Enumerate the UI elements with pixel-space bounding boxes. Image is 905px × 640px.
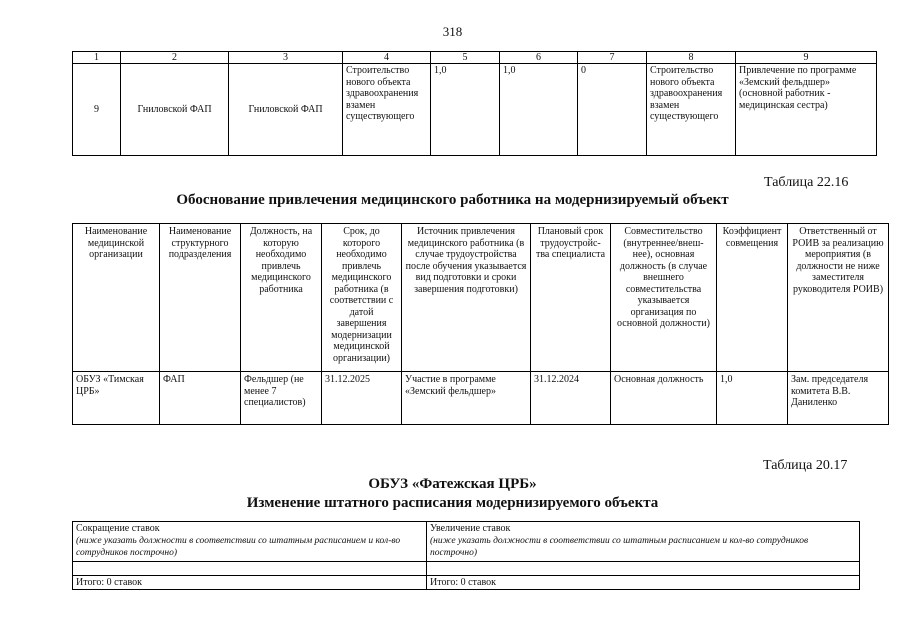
table-row	[73, 562, 860, 576]
header-cell: Ответственный от РОИВ за реализацию мероприятия (в должности не ниже заместителя руководителя РОИВ)	[788, 224, 889, 372]
header-cell: Коэффициент совмещения	[717, 224, 788, 372]
header-cell: Должность, на которую необходимо привлечь медицинского работника	[241, 224, 322, 372]
header-cell: Срок, до которого необходимо привлечь медицинского работника (в соответствии с датой завершения модернизации медицинской организации)	[322, 224, 402, 372]
unit-name: Гниловской ФАП	[229, 64, 343, 156]
table-title: Изменение штатного расписания модернизируемого объекта	[246, 495, 659, 511]
reduction-note: (ниже указать должности в соответствии со штатным расписанием и кол-во сотрудников построчно)	[76, 536, 401, 558]
table-row	[73, 372, 889, 425]
header-cell: Источник привлечения медицинского работника (в случае трудоустройства после обучения указывается вид подготовки и сроки завершения подготовки)	[402, 224, 531, 372]
table-row	[73, 64, 877, 156]
table-header-row	[73, 52, 877, 64]
source-cell: Участие в программе «Земский фельдшер»	[402, 372, 531, 425]
table-caption: Таблица 20.17	[763, 458, 848, 473]
table-caption: Таблица 22.16	[764, 175, 849, 190]
staffing-change-table	[72, 521, 860, 590]
col-number: 7	[578, 52, 647, 64]
page-number: 318	[442, 24, 463, 39]
organization-cell: ОБУЗ «Тимская ЦРБ»	[73, 372, 160, 425]
reduction-total: Итого: 0 ставок	[73, 576, 427, 590]
value-cell: 1,0	[431, 64, 500, 156]
empty-cell	[427, 562, 860, 576]
increase-header-cell	[427, 522, 860, 562]
position-cell: Фельдшер (не менее 7 специалистов)	[241, 372, 322, 425]
empty-cell	[73, 562, 427, 576]
col-number: 3	[229, 52, 343, 64]
unit-cell: ФАП	[160, 372, 241, 425]
responsible-cell: Зам. председателя комитета В.В. Даниленко	[788, 372, 889, 425]
table-header-row	[73, 224, 889, 372]
header-cell: Наименование структурного подразделения	[160, 224, 241, 372]
header-cell: Плановый срок трудоустройс-тва специалиста	[531, 224, 611, 372]
facility-table	[72, 51, 877, 156]
row-index: 9	[73, 64, 121, 156]
reduction-header: Сокращение ставок	[76, 523, 160, 534]
table-title: Обоснование привлечения медицинского работника на модернизируемый объект	[176, 192, 729, 208]
increase-total: Итого: 0 ставок	[427, 576, 860, 590]
increase-note: (ниже указать должности в соответствии со штатным расписанием и кол-во сотрудников построчно)	[430, 536, 809, 558]
planned-date-cell: 31.12.2024	[531, 372, 611, 425]
action-description: Строительство нового объекта здравоохранения взамен существующего	[343, 64, 431, 156]
facility-name: Гниловской ФАП	[121, 64, 229, 156]
value-cell: 0	[578, 64, 647, 156]
deadline-cell: 31.12.2025	[322, 372, 402, 425]
col-number: 4	[343, 52, 431, 64]
col-number: 6	[500, 52, 578, 64]
col-number: 5	[431, 52, 500, 64]
staffing-note: Привлечение по программе «Земский фельдшер» (основной работник - медицинская сестра)	[736, 64, 877, 156]
coefficient-cell: 1,0	[717, 372, 788, 425]
action-description: Строительство нового объекта здравоохранения взамен существующего	[647, 64, 736, 156]
organization-title: ОБУЗ «Фатежская ЦРБ»	[368, 476, 537, 492]
col-number: 9	[736, 52, 877, 64]
col-number: 8	[647, 52, 736, 64]
value-cell: 1,0	[500, 64, 578, 156]
header-cell: Наименование медицинской организации	[73, 224, 160, 372]
recruitment-table	[72, 223, 889, 425]
col-number: 2	[121, 52, 229, 64]
col-number: 1	[73, 52, 121, 64]
increase-header: Увеличение ставок	[430, 523, 511, 534]
total-row	[73, 576, 860, 590]
employment-type-cell: Основная должность	[611, 372, 717, 425]
table-header-row	[73, 522, 860, 562]
header-cell: Совместительство (внутреннее/внеш-нее), основная должность (в случае внешнего совместительства указывается организация по основной должности)	[611, 224, 717, 372]
reduction-header-cell	[73, 522, 427, 562]
